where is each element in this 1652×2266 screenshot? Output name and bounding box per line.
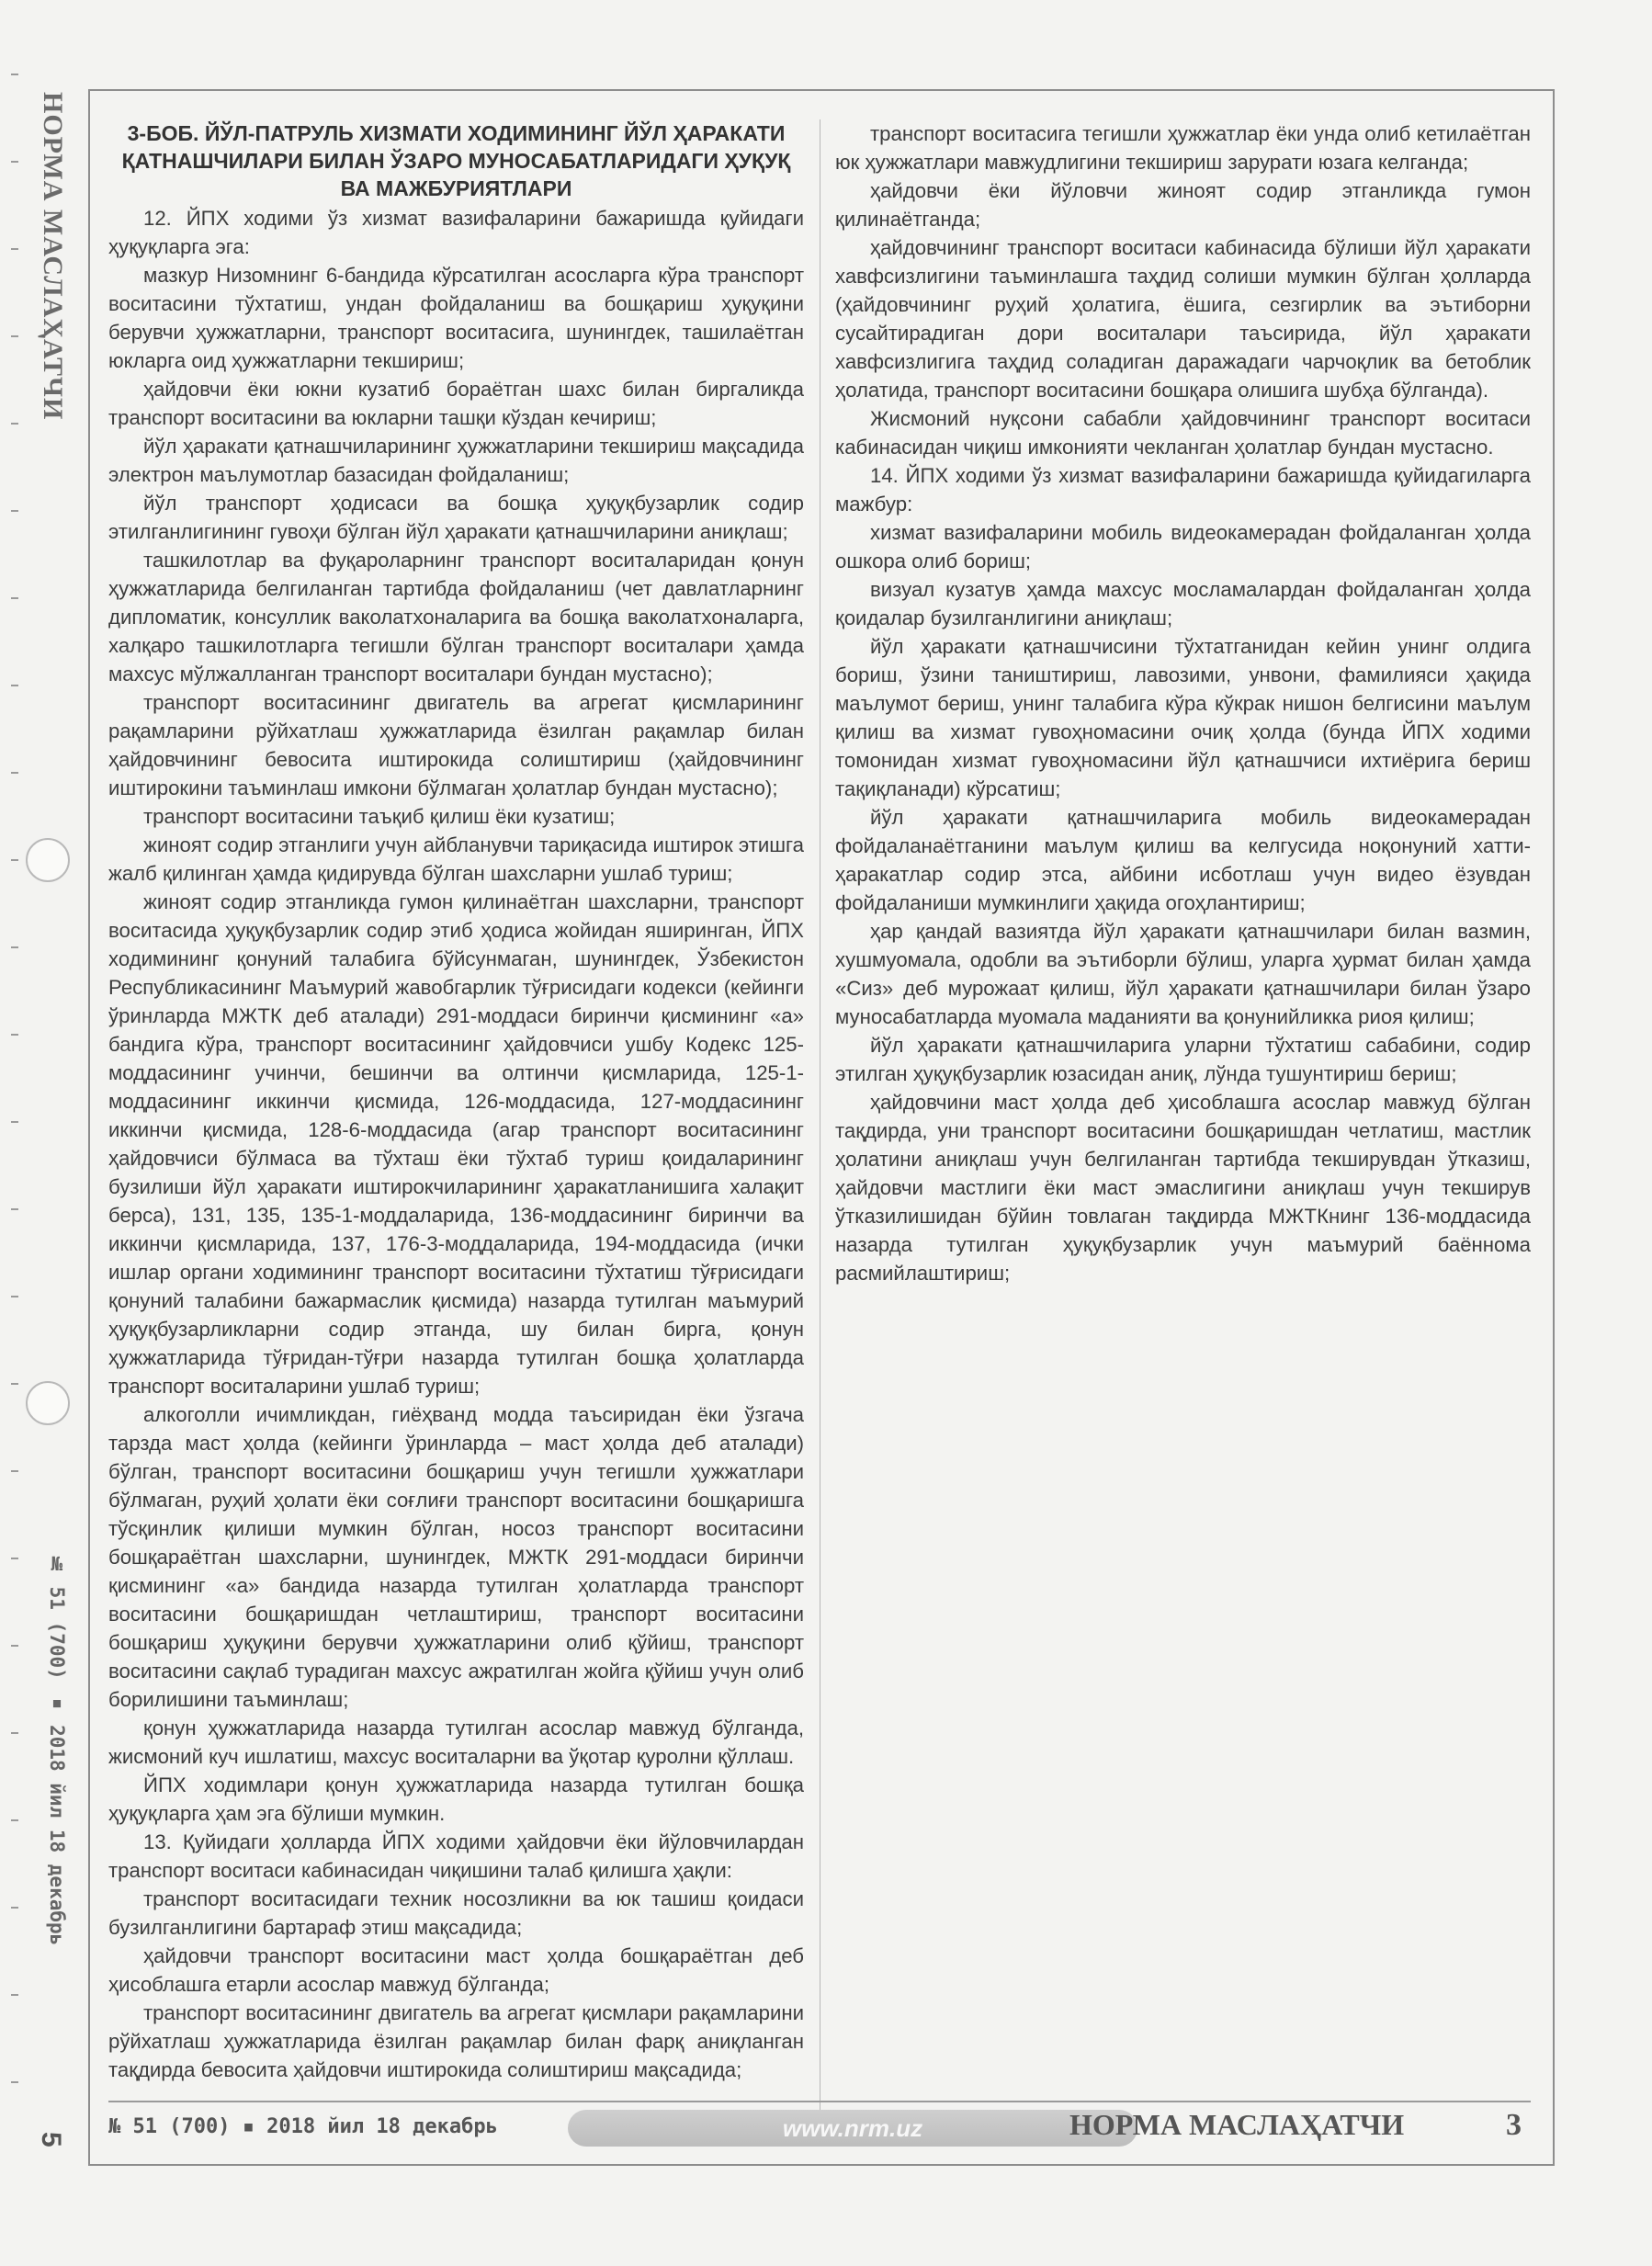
article-paragraph: 12. ЙПХ ходими ўз хизмат вазифаларини бажаришда қуйидаги ҳуқуқларга эга:	[108, 207, 804, 258]
article-paragraph: қонун ҳужжатларида назарда тутилган асослар мавжуд бўлганда, жисмоний куч ишлатиш, махсус воситаларни ва ўқотар қуролни қўллаш.	[108, 1716, 804, 1768]
article-paragraph: 13. Қуйидаги ҳолларда ЙПХ ходими ҳайдовчи ёки йўловчилардан транспорт воситаси кабинасидан чиқишини талаб қилишга ҳақли:	[108, 1830, 804, 1882]
article-paragraph: Жисмоний нуқсони сабабли ҳайдовчининг транспорт воситаси кабинасидан чиқиш имконияти чекланган ҳолатлар бундан мустасно.	[835, 407, 1531, 459]
article-paragraph: ҳайдовчи ёки йўловчи жиноят содир этганликда гумон қилинаётганда;	[835, 179, 1531, 231]
article-paragraph: ҳайдовчи транспорт воситасини маст ҳолда бошқараётган деб ҳисоблашга етарли асослар мавжуд бўлганда;	[108, 1944, 804, 1996]
article-paragraph: мазкур Низомнинг 6-бандида кўрсатилган асосларга кўра транспорт воситасини тўхтатиш, ундан фойдаланиш ва бошқариш ҳуқуқини берувчи ҳужжатларни, транспорт воситасига, шунингдек, ташилаётган юкларга оид ҳужжатларни текшириш;	[108, 264, 804, 372]
article-paragraph: транспорт воситасидаги техник носозликни ва юк ташиш қоидаси бузилганлигини бартараф этиш мақсадида;	[108, 1887, 804, 1939]
article-paragraph: ташкилотлар ва фуқароларнинг транспорт воситаларидан қонун ҳужжатларида белгиланган тартибда фойдаланиш (чет давлатларнинг дипломатик, консуллик ваколатхоналарига ва бошқа ваколатхоналарга, халқаро ташкилотларга тегишли бўлган транспорт воситалари ҳамда махсус мўлжалланган транспорт воситалари бундан мустасно);	[108, 549, 804, 685]
article-paragraph: ҳар қандай вазиятда йўл ҳаракати қатнашчилари билан вазмин, хушмуомала, одобли ва эътиборли бўлиш, уларга ҳурмат билан ҳамда «Сиз» деб мурожаат қилиш, йўл ҳаракати қатнашчилари билан ўзаро муносабатларда муомала маданияти ва қонунийликка риоя қилиш;	[835, 920, 1531, 1028]
article-paragraph: йўл ҳаракати қатнашчиларига уларни тўхтатиш сабабини, содир этилган ҳуқуқбузарлик юзасидан аниқ, лўнда тушунтириш бериш;	[835, 1034, 1531, 1085]
binder-hole-bottom	[26, 1381, 70, 1425]
binder-tick-marks	[11, 74, 18, 2169]
footer-website-link[interactable]: www.nrm.uz	[568, 2110, 1137, 2147]
article-content	[108, 119, 1531, 2123]
footer-brand-logo: НОРМА МАСЛАҲАТЧИ	[1069, 2108, 1405, 2141]
article-paragraph: транспорт воситасининг двигатель ва агрегат қисмларининг рақамларини рўйхатлаш ҳужжатларида ёзилган рақамлар билан ҳайдовчининг бевосита иштирокида солиштириш (ҳайдовчининг иштирокини таъминлаш имкони бўлмаган ҳолатлар бундан мустасно);	[108, 691, 804, 799]
article-paragraph: жиноят содир этганликда гумон қилинаётган шахсларни, транспорт воситасида ҳуқуқбузарлик содир этиб ҳодиса жойидан яширинган, ЙПХ ходимининг қонуний талабига бўйсунмаган, шунингдек, Ўзбекистон Республикасининг Маъмурий жавобгарлик тўғрисидаги кодекси (кейинги ўринларда МЖТК деб аталади) 291-моддаси биринчи қисмининг «а» бандига кўра, транспорт воситасининг ҳайдовчиси ушбу Кодекс 125-моддасининг учинчи, бешинчи ва олтинчи қисмларида, 125-1-моддасининг иккинчи қисмида, 126-моддасида, 127-моддасининг иккинчи қисмида, 128-6-моддасида (агар транспорт воситасининг ҳайдовчиси бўлмаса ва тўхташ ёки тўхтаб туриш қоидаларининг бузилиши йўл ҳаракати иштирокчиларининг ҳаракатланишига халақит берса), 131, 135, 135-1-моддаларида, 136-моддасининг биринчи ва иккинчи қисмларида, 137, 176-3-моддаларида, 194-моддасида (ички ишлар органи ходимининг транспорт воситасини тўхтатиш тўғрисидаги қонуний талабини бажармаслик қисмида) назарда тутилган маъмурий ҳуқуқбузарликларни содир этганда, шу билан бирга, қонун ҳужжатларида тўғридан-тўғри назарда тутилган бошқа ҳолатларда транспорт воситаларини ушлаб туриш;	[108, 890, 804, 1398]
article-paragraph: алкоголли ичимликдан, гиёҳванд модда таъсиридан ёки ўзгача тарзда маст ҳолда (кейинги ўринларда – маст ҳолда деб аталади) бўлган, транспорт воситасини бошқариш учун тегишли ҳужжатлари бўлмаган, руҳий ҳолати ёки соғлиғи транспорт воситасини бошқаришга тўсқинлик қилиши мумкин бўлган, носоз транспорт воситасини бошқараётган шахсларни, шунингдек, МЖТК 291-моддаси биринчи қисмининг «а» бандида назарда тутилган ҳолатларда транспорт воситасини бошқаришдан четлаштириш, транспорт воситасини бошқариш ҳуқуқини берувчи ҳужжатларини олиб қўйиш, транспорт воситасини сақлаб турадиган махсус ажратилган жойга қўйиш учун олиб борилишини таъминлаш;	[108, 1403, 804, 1711]
article-paragraph: жиноят содир этганлиги учун айбланувчи тариқасида иштирок этишга жалб қилинган ҳамда қидирувда бўлган шахсларни ушлаб туриш;	[108, 833, 804, 885]
article-paragraph: 14. ЙПХ ходими ўз хизмат вазифаларини бажаришда қуйидагиларга мажбур:	[835, 464, 1531, 516]
page-footer	[108, 2101, 1531, 2148]
footer-page-number: 3	[1506, 2108, 1522, 2142]
article-body	[108, 119, 1531, 2123]
article-paragraph: ҳайдовчининг транспорт воситаси кабинасида бўлиши йўл ҳаракати хавфсизлигини таъминлашга таҳдид солиши мумкин бўлган ҳолларда (ҳайдовчининг руҳий ҳолатига, ёшига, сезгирлик ва эътиборни сусайтирадиган дори воситалари таъсирида, йўл ҳаракати хавфсизлигига таҳдид соладиган даражадаги чарчоқлик ва бетоблик ҳолатида, транспорт воситасини бошқара олишига шубҳа бўлганда).	[835, 236, 1531, 402]
chapter-title: 3-БОБ. ЙЎЛ-ПАТРУЛЬ ХИЗМАТИ ХОДИМИНИНГ ЙЎЛ ҲАРАКАТИ ҚАТНАШЧИЛАРИ БИЛАН ЎЗАРО МУНОСАБАТЛАРИДАГИ ҲУҚУҚ ВА МАЖБУРИЯТЛАРИ	[121, 121, 791, 200]
article-paragraph: йўл ҳаракати қатнашчисини тўхтатганидан кейин унинг олдига бориш, ўзини таништириш, лавозими, унвони, фамилияси ҳақида маълумот бериш, унинг талабига кўра кўкрак нишон белгисини маълум қилиш ва хизмат гувоҳномасини очиқ ҳолда (бунда ЙПХ ходими томонидан хизмат гувоҳномасини йўл қатнашчиси ихтиёрига бериш тақиқланади) кўрсатиш;	[835, 635, 1531, 800]
spine-issue-info: № 51 (700) ▪ 2018 йил 18 декабрь	[46, 1553, 68, 1946]
article-paragraph: йўл ҳаракати қатнашчиларининг ҳужжатларини текшириш мақсадида электрон маълумотлар базасидан фойдаланиш;	[108, 435, 804, 486]
article-paragraph: транспорт воситасини таъқиб қилиш ёки кузатиш;	[143, 805, 616, 828]
footer-issue-info: № 51 (700) ▪ 2018 йил 18 декабрь	[108, 2115, 498, 2138]
article-paragraph: йўл ҳаракати қатнашчиларига мобиль видеокамерадан фойдаланаётганини маълум қилиш ва келгусида ноқонуний хатти-ҳаракатлар содир этса, айбини исботлаш учун видео ёзувдан фойдаланиши мумкинлиги ҳақида огоҳлантириш;	[835, 806, 1531, 914]
binder-hole-top	[26, 838, 70, 882]
article-paragraph: транспорт воситасига тегишли ҳужжатлар ёки унда олиб кетилаётган юк ҳужжатлари мавжудлигини текшириш зарурати юзага келганда;	[835, 122, 1531, 174]
article-paragraph: транспорт воситасининг двигатель ва агрегат қисмлари рақамларини рўйхатлаш ҳужжатларида ёзилган рақамлар билан фарқ аниқланган тақдирда бевосита ҳайдовчи иштирокида солиштириш мақсадида;	[108, 2001, 804, 2081]
article-columns	[108, 119, 1531, 2123]
spine-magazine-title: НОРМА МАСЛАҲАТЧИ	[38, 92, 68, 421]
article-paragraph: хизмат вазифаларини мобиль видеокамерадан фойдаланган ҳолда ошкора олиб бориш;	[835, 521, 1531, 572]
spine-page-number: 5	[36, 2132, 66, 2147]
article-paragraph: ҳайдовчи ёки юкни кузатиб бораётган шахс билан биргаликда транспорт воситасини ва юкларни ташқи кўздан кечириш;	[108, 378, 804, 429]
article-paragraph: ҳайдовчини маст ҳолда деб ҳисоблашга асослар мавжуд бўлган тақдирда, уни транспорт воситасини бошқаришдан четлатиш, мастлик ҳолатини аниқлаш учун белгиланган тартибда текширувдан ўтказиш, ҳайдовчи мастлиги ёки маст эмаслигини аниқлаш учун текширув ўтказилишидан бўйин товлаган тақдирда МЖТКнинг 136-моддасида назарда тутилган ҳуқуқбузарлик учун маъмурий баённома расмийлаштириш;	[835, 1091, 1531, 1285]
article-paragraph: ЙПХ ходимлари қонун ҳужжатларида назарда тутилган бошқа ҳуқуқларга ҳам эга бўлиши мумкин.	[108, 1773, 804, 1825]
article-paragraph: визуал кузатув ҳамда махсус мосламалардан фойдаланган ҳолда қоидалар бузилганлигини аниқлаш;	[835, 578, 1531, 629]
article-paragraph: йўл транспорт ҳодисаси ва бошқа ҳуқуқбузарлик содир этилганлигининг гувоҳи бўлган йўл ҳаракати қатнашчиларини аниқлаш;	[108, 492, 804, 543]
